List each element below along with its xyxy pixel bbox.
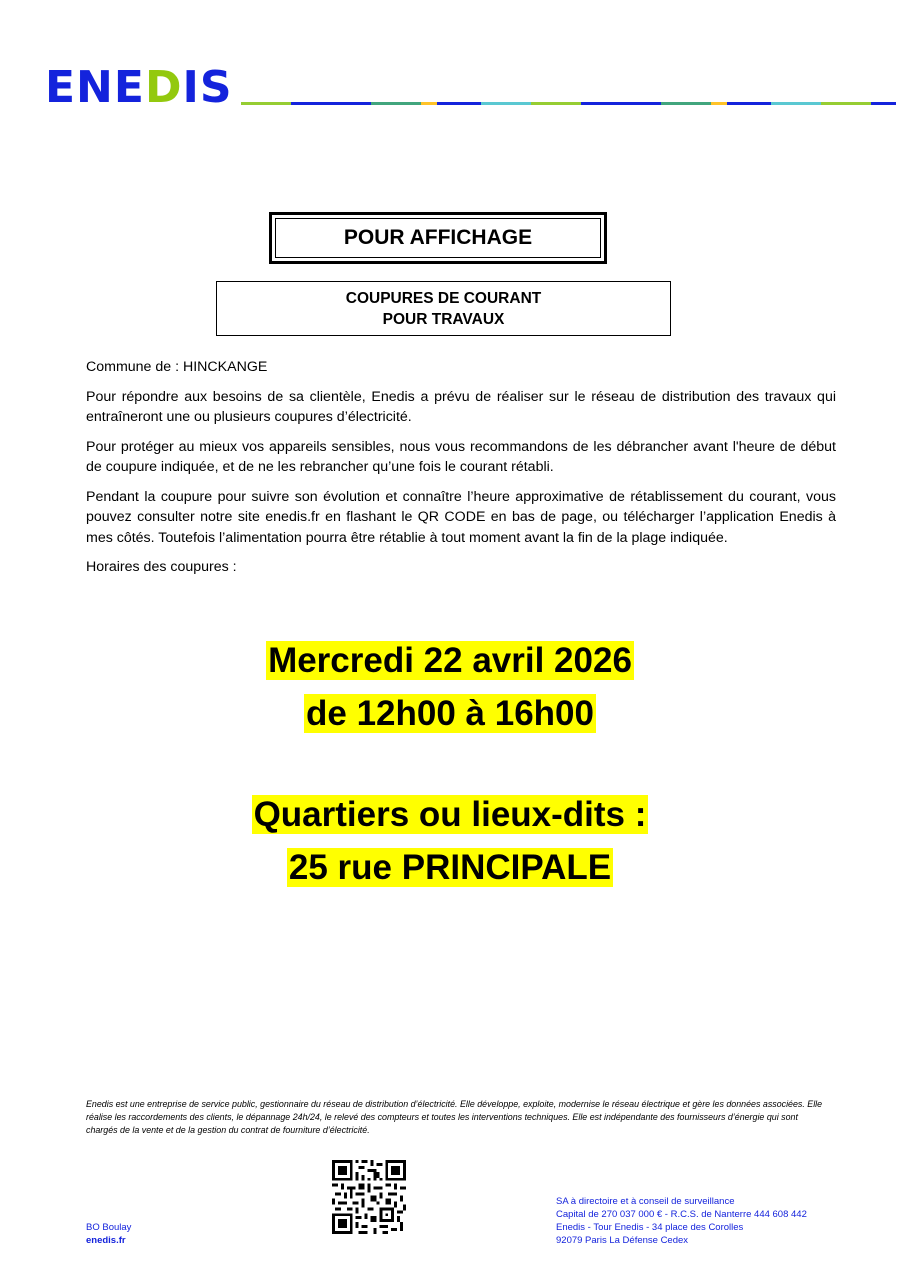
paragraph-appareils: Pour protéger au mieux vos appareils sensibles, nous vous recommandons de les débrancher avant l'heure de début de coupure indiquée, et de ne les rebrancher qu’une fois le courant rétabli.	[86, 438, 836, 475]
footer-disclaimer: Enedis est une entreprise de service public, gestionnaire du réseau de distribution d’électricité. Elle développe, exploite, modernise le réseau électrique et gère les données associées. Elle réalise les raccordements des clients, le dépannage 24h/24, le relevé des compteurs et toutes les interventions techniques. Elle est indépendante des fournisseurs d’énergie qui sont chargés de la vente et de la gestion du contrat de fourniture d’électricité.	[86, 1099, 823, 1135]
coupures-title-line2: POUR TRAVAUX	[382, 310, 505, 328]
notice-body	[86, 357, 836, 587]
pour-affichage-label: POUR AFFICHAGE	[275, 218, 601, 258]
schedule-block	[0, 634, 900, 740]
company-line-2: Capital de 270 037 000 € - R.C.S. de Nanterre 444 608 442	[556, 1209, 807, 1220]
places-block	[0, 788, 900, 894]
outage-place: 25 rue PRINCIPALE	[288, 848, 612, 887]
logo-text: ENEDIS	[45, 62, 233, 113]
outage-date: Mercredi 22 avril 2026	[268, 641, 632, 680]
paragraph-suivi: Pendant la coupure pour suivre son évolution et connaître l’heure approximative de rétablissement du courant, vous pouvez consulter notre site enedis.fr en flashant le QR CODE en bas de page, ou télécharger l’application Enedis à mes côtés. Toutefois l’alimentation pourra être rétablie à tout moment avant la fin de la plage indiquée.	[86, 488, 836, 546]
pour-affichage-box	[269, 212, 607, 264]
footer-left	[86, 1221, 131, 1247]
coupures-title-box	[216, 281, 671, 336]
qr-code-icon[interactable]	[332, 1160, 406, 1234]
places-label: Quartiers ou lieux-dits :	[253, 795, 647, 834]
company-line-1: SA à directoire et à conseil de surveillance	[556, 1196, 735, 1207]
company-line-4: 92079 Paris La Défense Cedex	[556, 1235, 689, 1246]
website-link[interactable]: enedis.fr	[86, 1235, 126, 1246]
enedis-logo	[45, 62, 235, 113]
horaires-label: Horaires des coupures :	[86, 559, 237, 575]
office-name: BO Boulay	[86, 1222, 132, 1233]
paragraph-travaux: Pour répondre aux besoins de sa clientèle, Enedis a prévu de réaliser sur le réseau de distribution des travaux qui entraîneront une ou plusieurs coupures d’électricité.	[86, 388, 836, 425]
outage-time: de 12h00 à 16h00	[306, 694, 594, 733]
commune-line: Commune de : HINCKANGE	[86, 359, 268, 375]
company-info	[556, 1195, 807, 1247]
coupures-title-line1: COUPURES DE COURANT	[345, 289, 542, 307]
header-divider	[241, 102, 896, 105]
company-line-3: Enedis - Tour Enedis - 34 place des Corolles	[556, 1222, 744, 1233]
